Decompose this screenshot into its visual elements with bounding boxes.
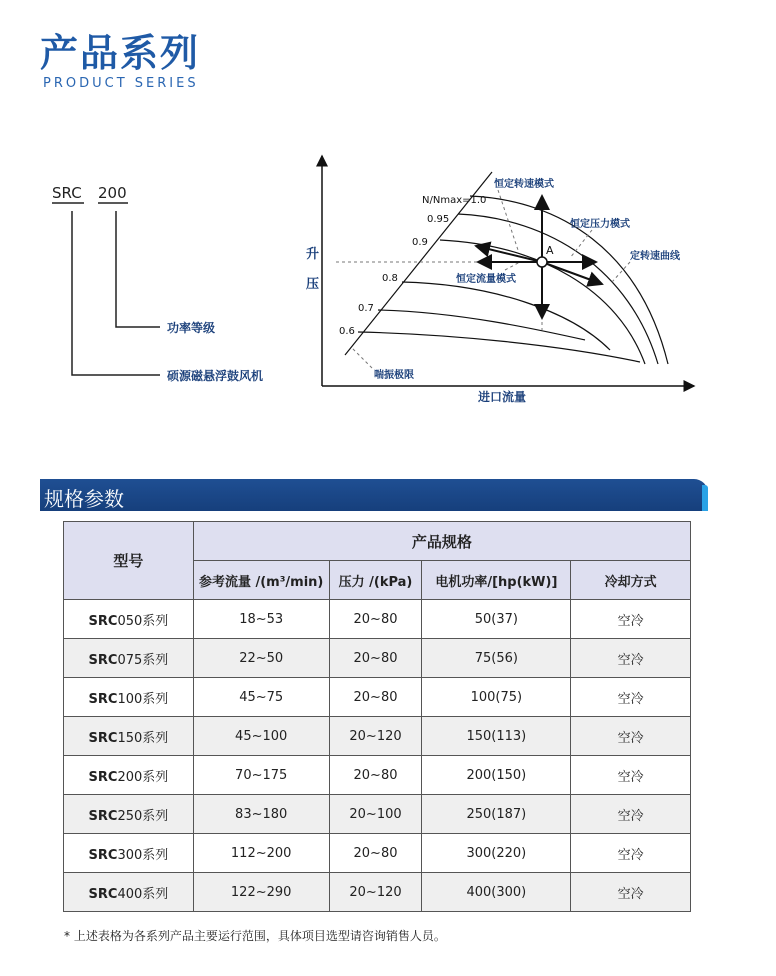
cell-pressure: 20~100 (329, 795, 422, 834)
page-title: 产品系列 (40, 31, 201, 75)
model-suffix: 150系列 (117, 730, 169, 746)
cell-flow: 45~75 (193, 678, 329, 717)
model-suffix: 400系列 (117, 886, 169, 902)
table-row (64, 639, 691, 678)
cell-power: 75(56) (422, 639, 571, 678)
section-header-bar (40, 479, 708, 511)
label-surge-limit: 喘振极限 (374, 370, 414, 381)
cell-pressure: 20~80 (329, 756, 422, 795)
cell-cooling: 空冷 (571, 756, 691, 795)
cell-cooling: 空冷 (571, 834, 691, 873)
cell-model (64, 639, 194, 678)
y-axis-label-2: 压 (306, 277, 320, 292)
section-title: 规格参数 (44, 487, 124, 511)
operating-point-a (537, 257, 547, 267)
table-row (64, 756, 691, 795)
cell-flow: 83~180 (193, 795, 329, 834)
cell-cooling: 空冷 (571, 639, 691, 678)
header-product-spec: 产品规格 (193, 522, 690, 561)
cell-model (64, 678, 194, 717)
page-subtitle: PRODUCT SERIES (43, 76, 199, 91)
model-prefix: SRC (88, 613, 118, 629)
performance-diagram (0, 0, 776, 420)
section-bar-accent (702, 485, 708, 511)
x-axis-label: 进口流量 (478, 390, 527, 404)
cell-power: 250(187) (422, 795, 571, 834)
label-0.9: 0.9 (412, 237, 428, 248)
surge-leader (352, 348, 372, 368)
series-desc: 硕源磁悬浮鼓风机 (167, 369, 264, 383)
speed-curve-0.6 (358, 332, 640, 362)
footnote: * 上述表格为各系列产品主要运行范围，具体项目选型请咨询销售人员。 (64, 929, 446, 943)
cell-flow: 45~100 (193, 717, 329, 756)
cell-flow: 122~290 (193, 873, 329, 912)
cell-pressure: 20~80 (329, 834, 422, 873)
header-cooling: 冷却方式 (571, 561, 691, 600)
cell-cooling: 空冷 (571, 873, 691, 912)
model-suffix: 100系列 (117, 691, 169, 707)
cell-model (64, 834, 194, 873)
cell-cooling: 空冷 (571, 717, 691, 756)
cell-flow: 70~175 (193, 756, 329, 795)
speed-curve-0.7 (378, 310, 585, 340)
model-prefix: SRC (88, 652, 118, 668)
cell-flow: 18~53 (193, 600, 329, 639)
y-axis-label-1: 升 (306, 247, 320, 262)
cell-power: 50(37) (422, 600, 571, 639)
model-prefix: SRC (88, 886, 118, 902)
model-prefix: SRC (88, 847, 118, 863)
spec-table (63, 521, 691, 912)
label-constant-speed-curve: 定转速曲线 (630, 251, 680, 262)
cell-pressure: 20~80 (329, 600, 422, 639)
model-suffix: 200系列 (117, 769, 169, 785)
cell-cooling: 空冷 (571, 678, 691, 717)
cell-flow: 112~200 (193, 834, 329, 873)
cell-model (64, 756, 194, 795)
label-0.8: 0.8 (382, 273, 398, 284)
speed-curve-0.8 (402, 282, 610, 350)
cell-cooling: 空冷 (571, 795, 691, 834)
model-prefix: SRC (88, 730, 118, 746)
naming-power-code: 200 (98, 184, 127, 202)
model-suffix: 250系列 (117, 808, 169, 824)
label-constant-flow-mode: 恒定流量模式 (456, 274, 516, 285)
cell-model (64, 600, 194, 639)
cell-model (64, 717, 194, 756)
table-row (64, 873, 691, 912)
cell-model (64, 795, 194, 834)
header-model: 型号 (64, 522, 194, 600)
arrow-up-left (476, 246, 542, 262)
model-prefix: SRC (88, 691, 118, 707)
cell-pressure: 20~80 (329, 639, 422, 678)
label-constant-pressure-mode: 恒定压力模式 (570, 219, 630, 230)
label-0.6: 0.6 (339, 326, 355, 337)
table-row (64, 678, 691, 717)
cell-pressure: 20~120 (329, 873, 422, 912)
speed-curve-0.95 (458, 214, 658, 364)
label-0.7: 0.7 (358, 303, 374, 314)
header-flow: 参考流量 /(m³/min) (193, 561, 329, 600)
point-a-label: A (546, 244, 554, 257)
table-row (64, 600, 691, 639)
cell-cooling: 空冷 (571, 600, 691, 639)
model-prefix: SRC (88, 769, 118, 785)
label-0.95: 0.95 (427, 214, 450, 225)
header-power: 电机功率/[hp(kW)] (422, 561, 571, 600)
model-prefix: SRC (88, 808, 118, 824)
cell-power: 400(300) (422, 873, 571, 912)
header-pressure: 压力 /(kPa) (329, 561, 422, 600)
table-row (64, 834, 691, 873)
label-constant-speed-mode: 恒定转速模式 (494, 179, 554, 190)
cell-power: 150(113) (422, 717, 571, 756)
table-row (64, 795, 691, 834)
naming-prefix: SRC (52, 184, 82, 202)
cell-flow: 22~50 (193, 639, 329, 678)
model-suffix: 075系列 (117, 652, 169, 668)
cell-pressure: 20~120 (329, 717, 422, 756)
speed-curve-leader (612, 262, 630, 282)
cell-power: 300(220) (422, 834, 571, 873)
label-n-nmax: N/Nmax=1.0 (422, 195, 487, 206)
cell-model (64, 873, 194, 912)
table-row (64, 717, 691, 756)
model-suffix: 300系列 (117, 847, 169, 863)
cell-power: 200(150) (422, 756, 571, 795)
arrow-down-right (542, 262, 602, 284)
power-desc: 功率等级 (167, 321, 216, 335)
flow-mode-leader (505, 262, 520, 270)
model-suffix: 050系列 (117, 613, 169, 629)
cell-power: 100(75) (422, 678, 571, 717)
cell-pressure: 20~80 (329, 678, 422, 717)
